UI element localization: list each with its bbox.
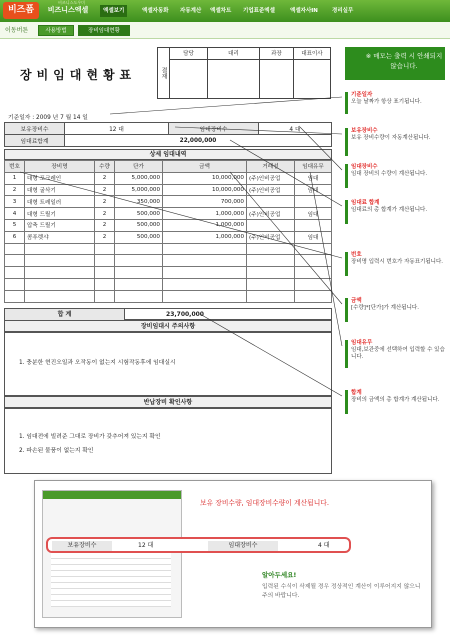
col-header: 단가 — [115, 161, 163, 173]
cell[interactable]: 5,000,000 — [115, 172, 163, 184]
help-caption: 보유 장비수량, 임대장비수량이 계산됩니다. — [200, 499, 329, 507]
cell[interactable]: (주)인비공업 — [247, 172, 295, 184]
note-title: 금액 — [351, 298, 362, 304]
cell: 4 — [5, 208, 25, 220]
total-value: 23,700,000 — [166, 311, 204, 318]
mini-screenshot — [42, 490, 182, 618]
highlight-summary — [46, 537, 351, 553]
owned-value: 12 대 — [138, 542, 154, 549]
cell[interactable]: 임대 — [295, 172, 332, 184]
cell: 5 — [5, 219, 25, 231]
approval-header: 대표이사 — [294, 48, 330, 60]
note-title: 기준일자 — [351, 92, 373, 98]
note-title: 임대유무 — [351, 340, 373, 346]
return-item: 2. 파손된 물품이 없는지 확인 — [19, 448, 94, 454]
cell[interactable]: (주)인비공업 — [247, 208, 295, 220]
cell: 1,000,000 — [163, 208, 247, 220]
cell: 10,000,000 — [163, 172, 247, 184]
cell[interactable]: 500,000 — [115, 219, 163, 231]
cell[interactable]: 임대 — [295, 208, 332, 220]
move-buttons-label: 이동버튼 — [5, 27, 29, 34]
owned-label: 보유장비수 — [52, 541, 112, 551]
cell[interactable]: 임대 — [295, 184, 332, 196]
cell[interactable]: 2 — [95, 219, 115, 231]
cell[interactable]: 2 — [95, 208, 115, 220]
col-header: 장비명 — [25, 161, 95, 173]
owned-value[interactable]: 12 대 — [65, 123, 169, 135]
total-label: 합 계 — [5, 309, 125, 320]
cell: 1 — [5, 172, 25, 184]
cell[interactable]: 대형 트레일러 — [25, 196, 95, 208]
rented-label: 임대장비수 — [208, 541, 278, 551]
note-body: 장비명 입력시 번호가 자동표기됩니다. — [351, 259, 444, 265]
total-fee-value[interactable]: 22,000,000 — [65, 135, 332, 147]
brand-subtitle: 비즈니스도우미 — [58, 0, 86, 5]
cell[interactable]: 2 — [95, 172, 115, 184]
cell[interactable]: 2 — [95, 196, 115, 208]
col-header: 임대유무 — [295, 161, 332, 173]
cell: 3 — [5, 196, 25, 208]
menu-item-accounting[interactable]: 경리실무 — [332, 8, 354, 14]
print-memo-ribbon: ※ 매모는 출력 시 안쇄되지 않습니다. — [345, 47, 445, 80]
note-body: 오늘 날짜가 항상 표기됩니다. — [351, 99, 422, 105]
note-title: 번호 — [351, 252, 362, 258]
approval-header: 담당 — [170, 48, 208, 60]
note-body: 장비의 금액의 총 합계가 계산됩니다. — [351, 397, 440, 403]
rented-value[interactable]: 4 대 — [259, 123, 332, 135]
approval-label: 결재 — [158, 48, 170, 98]
page-title: 장비임대현황표 — [20, 68, 137, 82]
menu-item-excel-view[interactable]: 엑셀보기 — [100, 5, 127, 17]
menu-item-standard[interactable]: 기업표준엑셀 — [243, 8, 275, 14]
menu-item-company[interactable]: 엑셀자사IN — [290, 8, 318, 14]
cell: 10,000,000 — [163, 184, 247, 196]
cell: 1,000,000 — [163, 231, 247, 243]
cell[interactable]: 대형 굴삭기 — [25, 184, 95, 196]
base-date-value[interactable]: 2009 년 7 월 14 일 — [36, 115, 88, 121]
col-header: 금액 — [163, 161, 247, 173]
return-title: 반납장비 확인사항 — [4, 396, 332, 408]
menu-item-chart[interactable]: 엑셀차트 — [210, 8, 232, 14]
cell[interactable]: (주)인비공업 — [247, 184, 295, 196]
total-fee-label: 임대료합계 — [5, 135, 65, 147]
note-body: 보유 장비수량이 자동계산됩니다. — [351, 135, 431, 141]
note-body: [수량]*[단가]가 계산됩니다. — [351, 305, 419, 311]
note-title: 합계 — [351, 390, 362, 396]
tip-text: 입력된 수식이 삭제될 경우 정상적인 계산이 이루어지지 않으니 주의 바랍니다. — [262, 584, 421, 599]
cell[interactable]: 압축 드릴기 — [25, 219, 95, 231]
cell: 2 — [5, 184, 25, 196]
equipment-rental-button[interactable]: 장비임대현황 — [78, 25, 130, 36]
note-body: 임대 장비의 수량이 계산됩니다. — [351, 171, 428, 177]
approval-header: 과장 — [260, 48, 294, 60]
cell: 1,000,000 — [163, 219, 247, 231]
cell[interactable]: 콤푸렛샤 — [25, 231, 95, 243]
rented-value: 4 대 — [318, 542, 330, 549]
note-title: 임대장비수 — [351, 164, 378, 170]
base-date-label: 기준일자 : — [8, 115, 35, 121]
note-title: 임대료 합계 — [351, 200, 380, 206]
menu-item-autocalc[interactable]: 자동계산 — [180, 8, 202, 14]
note-title: 보유장비수 — [351, 128, 378, 134]
cell[interactable]: (주)인비공업 — [247, 231, 295, 243]
note-body: 임대,보관중에 선택하여 입력할 수 있습니다. — [351, 347, 445, 360]
cell[interactable]: 5,000,000 — [115, 184, 163, 196]
approval-header: 대리 — [208, 48, 260, 60]
tip-title: 알아두세요! — [262, 571, 297, 579]
mini-table — [51, 547, 171, 607]
cell[interactable]: 500,000 — [115, 231, 163, 243]
menu-item-automation[interactable]: 엑셀자동화 — [142, 8, 169, 14]
owned-label: 보유장비수 — [5, 123, 65, 135]
mini-toolbar — [43, 491, 181, 499]
cell[interactable]: 350,000 — [115, 196, 163, 208]
cell[interactable]: 대형 드릴기 — [25, 208, 95, 220]
note-body: 임대료의 총 합계가 계산됩니다. — [351, 207, 428, 213]
logo[interactable]: 비즈폼 — [3, 2, 39, 19]
detail-title: 상세 임대내역 — [4, 149, 332, 160]
cell[interactable]: 500,000 — [115, 208, 163, 220]
brand-name: 비즈니스엑셀 — [47, 6, 89, 14]
rented-label: 임대장비수 — [169, 123, 259, 135]
notice-item: 1. 충분한 현진오일과 오작동이 없는지 시험작동후에 임대실시 — [19, 360, 176, 366]
cell[interactable]: 대형 포크레인 — [25, 172, 95, 184]
cell: 6 — [5, 231, 25, 243]
col-header: 거래선 — [247, 161, 295, 173]
notice-title: 장비임대시 주의사항 — [4, 320, 332, 332]
return-item: 1. 임대전에 빌려준 그대로 장비가 갖추어져 있는지 확인 — [19, 434, 161, 440]
col-header: 번호 — [5, 161, 25, 173]
usage-button[interactable]: 사용방법 — [38, 25, 74, 36]
col-header: 수량 — [95, 161, 115, 173]
cell[interactable]: 2 — [95, 231, 115, 243]
cell[interactable]: 임대 — [295, 231, 332, 243]
cell[interactable]: 2 — [95, 184, 115, 196]
cell: 700,000 — [163, 196, 247, 208]
